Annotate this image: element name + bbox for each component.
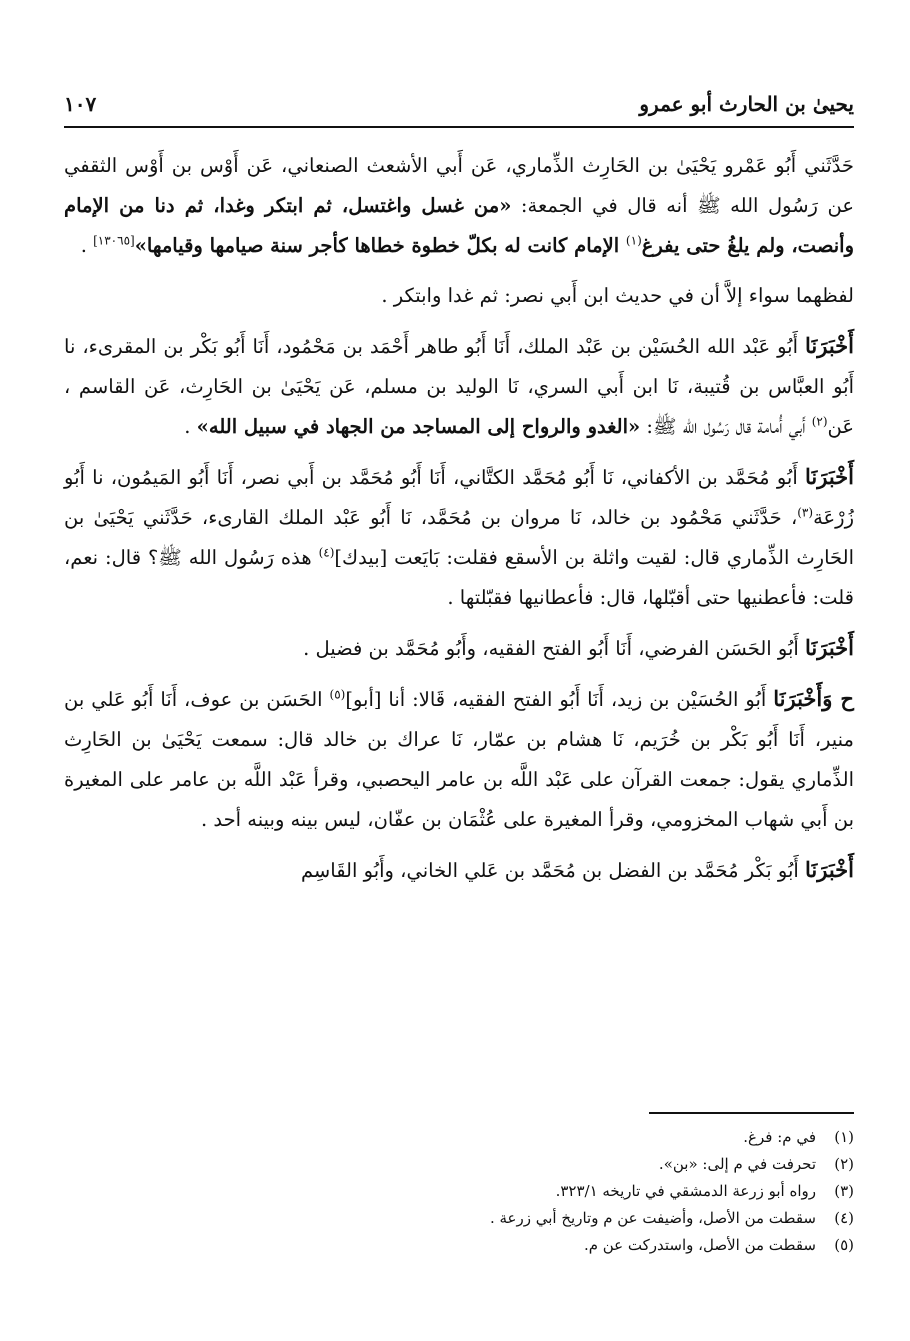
paragraph-text: حَدَّثَني أَبُو عَمْرو يَحْيَىٰ بن الحَارِث الذِّماري، عَن أَبي الأشعث الصنعاني، عَن أَوْس بن أَوْس الثقفي عن رَسُول الله ﷺ أنه قال في الجمعة: (64, 154, 854, 217)
footnote-separator (649, 1112, 854, 1114)
paragraph-text: أَبُو مُحَمَّد بن الأكفاني، نَا أَبُو مُحَمَّد الكتَّاني، أَنَا أَبُو مُحَمَّد بن أَبي نصر، أَنَا أَبُو المَيمُون، نا أَبُو زُرْعَة (64, 466, 854, 529)
paragraph-text: . (80, 234, 94, 257)
paragraph-text: . (184, 415, 197, 438)
isnad-keyword: أَخْبَرَنَا (805, 857, 854, 882)
footnote-number: (١) (834, 1128, 854, 1146)
page-number: ١٠٧ (64, 92, 97, 116)
footnote-text: سقطت من الأصل، وأضيفت عن م وتاريخ أبي زرعة . (489, 1209, 816, 1227)
paragraph (64, 628, 854, 669)
book-page (64, 0, 854, 1341)
footnote-marker: (٣) (797, 505, 814, 520)
footnote (64, 1205, 854, 1232)
hadith-text: الإمام كانت له بكلّ خطوة خطاها كأجر سنة صيامها وقيامها» (134, 234, 626, 257)
footnote (64, 1124, 854, 1151)
paragraph-text: هذه رَسُول الله ﷺ؟ قال: نعم، قلت: فأعطنيها حتى أقبّلها، قال: فأعطانيها فقبّلتها . (64, 546, 854, 609)
paragraph (64, 146, 854, 266)
footnote (64, 1178, 854, 1205)
page-header (64, 84, 854, 124)
paragraph-text: ، حَدَّثَني مَحْمُود بن خالد، نَا مروان بن مُحَمَّد، نَا أَبُو عَبْد الملك القارىء، حَدَّثَني يَحْيَىٰ بن الحَارِث الذِّماري قال: لقيت واثلة بن الأسقع فقلت: بَايَعت [بيدك] (64, 506, 854, 569)
paragraph-text: أَبُو عَبْد الله الحُسَيْن بن عَبْد الملك، أَنَا أَبُو طاهر أَحْمَد بن مَحْمُود، أَنَا أَبُو بَكْر بن المقرىء، نا أَبُو العبَّاس بن قُتيبة، نَا ابن أَبي السري، نَا الوليد بن مسلم، عَن يَحْيَىٰ بن الحَارِث، عَن القاسم ، عَن (64, 335, 854, 438)
isnad-keyword: ح وَأَخْبَرَنَا (773, 686, 854, 711)
footnotes (64, 1124, 854, 1259)
header-rule (64, 126, 854, 128)
paragraph-text: أَبي أُمامة قال رَسُول الله ﷺ: (640, 415, 812, 438)
paragraph-text: لفظهما سواء إلاَّ أن في حديث ابن أَبي نصر: ثم غدا وابتكر . (381, 284, 854, 307)
footnote-number: (٥) (834, 1236, 854, 1254)
paragraph-text: أَبُو الحَسَن الفرضي، أَنَا أَبُو الفتح الفقيه، وأَبُو مُحَمَّد بن فضيل . (303, 637, 806, 660)
footnote-marker: (٥) (329, 687, 346, 702)
footnote-number: (٣) (834, 1182, 854, 1200)
paragraph (64, 326, 854, 447)
footnote-marker: (٤) (318, 545, 335, 560)
footnote (64, 1151, 854, 1178)
footnote-text: رواه أبو زرعة الدمشقي في تاريخه ٣٢٣/١. (555, 1182, 816, 1200)
paragraph-text: أَبُو الحُسَيْن بن زيد، أَنَا أَبُو الفتح الفقيه، قَالا: أنا [أبو] (345, 688, 774, 711)
hadith-text: «من غسل واغتسل، ثم ابتكر وغدا، ثم دنا من الإمام وأنصت، ولم يلغُ حتى يفرغ (64, 194, 854, 257)
hadith-text: «الغدو والرواح إلى المساجد من الجهاد في سبيل الله» (196, 415, 641, 438)
isnad-keyword: أَخْبَرَنَا (805, 464, 854, 489)
paragraph (64, 457, 854, 618)
isnad-keyword: أَخْبَرَنَا (805, 333, 854, 358)
footnote-marker: [١٣٠٦٥] (93, 233, 135, 248)
paragraph (64, 679, 854, 840)
paragraph (64, 850, 854, 891)
footnote-marker: (٢) (811, 414, 828, 429)
footnote-marker: (١) (625, 233, 642, 248)
paragraph-text: الحَسَن بن عوف، أَنَا أَبُو عَلي بن منير، أَنَا أَبُو بَكْر بن خُرَيم، نَا هشام بن عمّار، نَا عراك بن خالد قال: سمعت يَحْيَىٰ بن الحَارِث الذِّماري يقول: جمعت القرآن على عَبْد اللَّه بن عامر اليحصبي، وقرأ عَبْد اللَّه بن عامر على المغيرة بن أَبي شهاب المخزومي، وقرأ المغيرة على عُثْمَان بن عفّان، ليس بينه وبينه أحد . (64, 688, 854, 831)
running-title: يحيىٰ بن الحارث أبو عمرو (639, 92, 854, 116)
isnad-keyword: أَخْبَرَنَا (805, 635, 854, 660)
paragraph-text: أَبُو بَكْر مُحَمَّد بن الفضل بن مُحَمَّد بن عَلي الخاني، وأَبُو القَاسِم (300, 859, 806, 882)
footnote-text: في م: فرغ. (743, 1128, 816, 1146)
footnote-text: تحرفت في م إلى: «بن». (658, 1155, 816, 1173)
main-text (64, 146, 854, 901)
footnote-number: (٤) (834, 1209, 854, 1227)
paragraph (64, 276, 854, 316)
footnote-text: سقطت من الأصل، واستدركت عن م. (583, 1236, 816, 1254)
footnote (64, 1232, 854, 1259)
footnote-number: (٢) (834, 1155, 854, 1173)
